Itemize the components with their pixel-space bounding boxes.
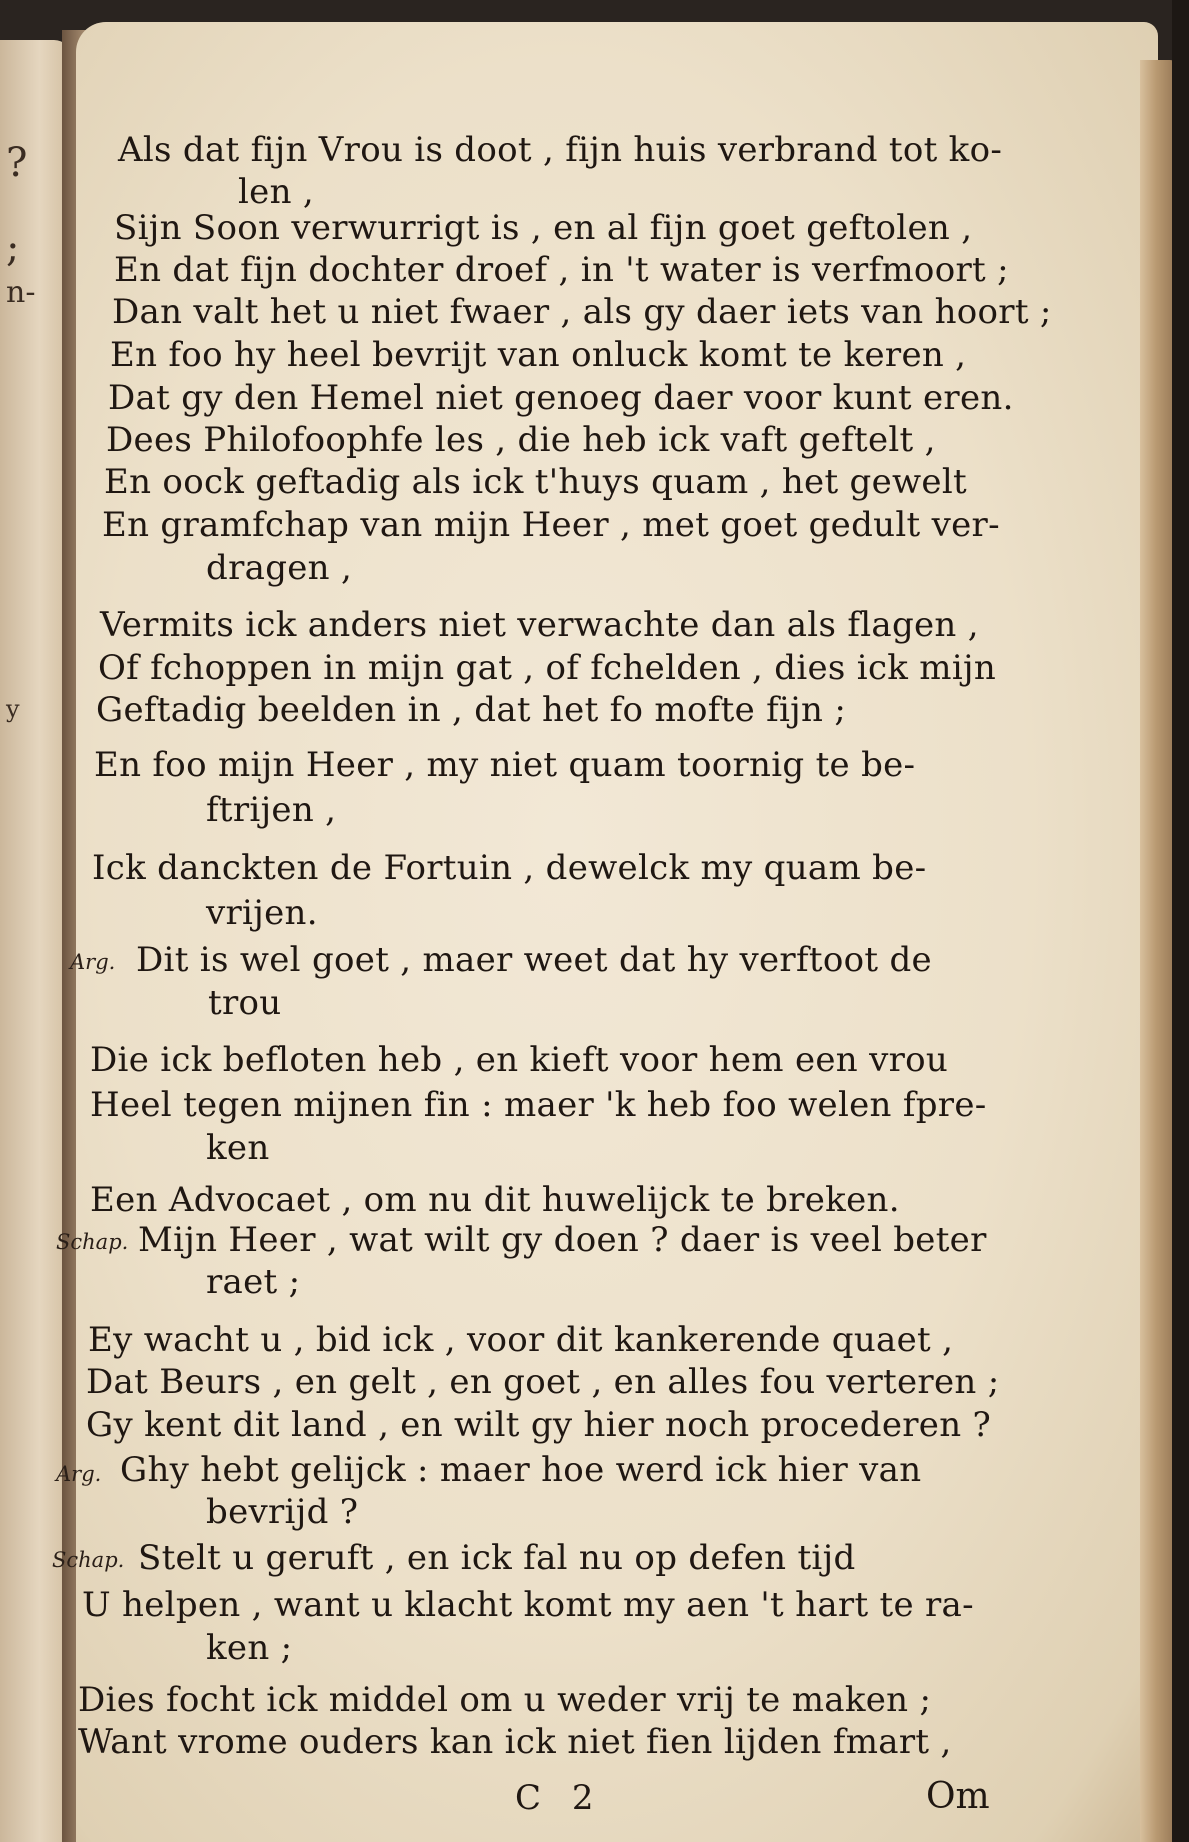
text-line: Ick danckten de Fortuin , dewelck my quam be-	[92, 848, 927, 888]
text-line: En foo mijn Heer , my niet quam toornig te be-	[94, 745, 916, 785]
text-line: dragen ,	[206, 548, 353, 588]
text-line: Als dat fijn Vrou is doot , fijn huis verbrand tot ko-	[118, 130, 1003, 170]
signature-mark: C 2	[515, 1778, 604, 1818]
left-margin-fragment: n-	[6, 275, 36, 310]
text-line: Mijn Heer , wat wilt gy doen ? daer is veel beter	[138, 1220, 987, 1260]
text-line: Heel tegen mijnen fin : maer 'k heb foo welen fpre-	[90, 1085, 987, 1125]
text-line: Ghy hebt gelijck : maer hoe werd ick hier van	[120, 1450, 922, 1490]
text-line: En dat fijn dochter droef , in 't water is verfmoort ;	[114, 250, 1009, 290]
text-line: Die ick befloten heb , en kieft voor hem een vrou	[90, 1040, 949, 1080]
text-line: ftrijen ,	[206, 790, 337, 830]
text-line: bevrijd ?	[206, 1492, 359, 1532]
text-line: Gy kent dit land , en wilt gy hier noch procederen ?	[86, 1405, 992, 1445]
text-line: Sijn Soon verwurrigt is , en al fijn goet geftolen ,	[114, 208, 973, 248]
text-line: En gramfchap van mijn Heer , met goet gedult ver-	[102, 505, 1000, 545]
text-line: Of fchoppen in mijn gat , of fchelden , dies ick mijn	[98, 648, 997, 688]
text-line: ken	[206, 1128, 270, 1168]
text-line: En foo hy heel bevrijt van onluck komt te keren ,	[110, 335, 967, 375]
text-line: En oock geftadig als ick t'huys quam , het gewelt	[104, 462, 967, 502]
text-line: Stelt u geruft , en ick fal nu op defen tijd	[138, 1538, 856, 1578]
text-line: Dit is wel goet , maer weet dat hy verftoot de	[136, 940, 932, 980]
text-line: Dies focht ick middel om u weder vrij te maken ;	[78, 1680, 932, 1720]
text-line: Dat gy den Hemel niet genoeg daer voor kunt eren.	[108, 378, 1014, 418]
text-line: Ey wacht u , bid ick , voor dit kankerende quaet ,	[88, 1320, 954, 1360]
text-line: Dan valt het u niet fwaer , als gy daer iets van hoort ;	[112, 292, 1052, 332]
text-line: len ,	[238, 172, 315, 212]
text-line: Een Advocaet , om nu dit huwelijck te breken.	[90, 1180, 900, 1220]
left-margin-fragment: y	[6, 695, 20, 723]
speaker-label: Schap.	[52, 1548, 125, 1572]
text-line: vrijen.	[206, 893, 318, 933]
text-line: Geftadig beelden in , dat het fo mofte fijn ;	[96, 690, 847, 730]
text-line: Dees Philofoophfe les , die heb ick vaft geftelt ,	[106, 420, 936, 460]
speaker-label: Arg.	[70, 950, 116, 974]
text-line: Dat Beurs , en gelt , en goet , en alles fou verteren ;	[86, 1362, 1000, 1402]
text-line: Vermits ick anders niet verwachte dan als flagen ,	[100, 605, 979, 645]
text-line: U helpen , want u klacht komt my aen 't hart te ra-	[82, 1585, 974, 1625]
speaker-label: Arg.	[56, 1462, 102, 1486]
text-line: trou	[208, 983, 282, 1023]
left-margin-fragment: ;	[6, 225, 20, 271]
left-margin-fragment: ?	[6, 140, 28, 186]
catchword: Om	[926, 1776, 990, 1817]
text-line: ken ;	[206, 1628, 293, 1668]
text-line: Want vrome ouders kan ick niet fien lijden fmart ,	[78, 1722, 952, 1762]
text-line: raet ;	[206, 1262, 301, 1302]
speaker-label: Schap.	[56, 1230, 129, 1254]
